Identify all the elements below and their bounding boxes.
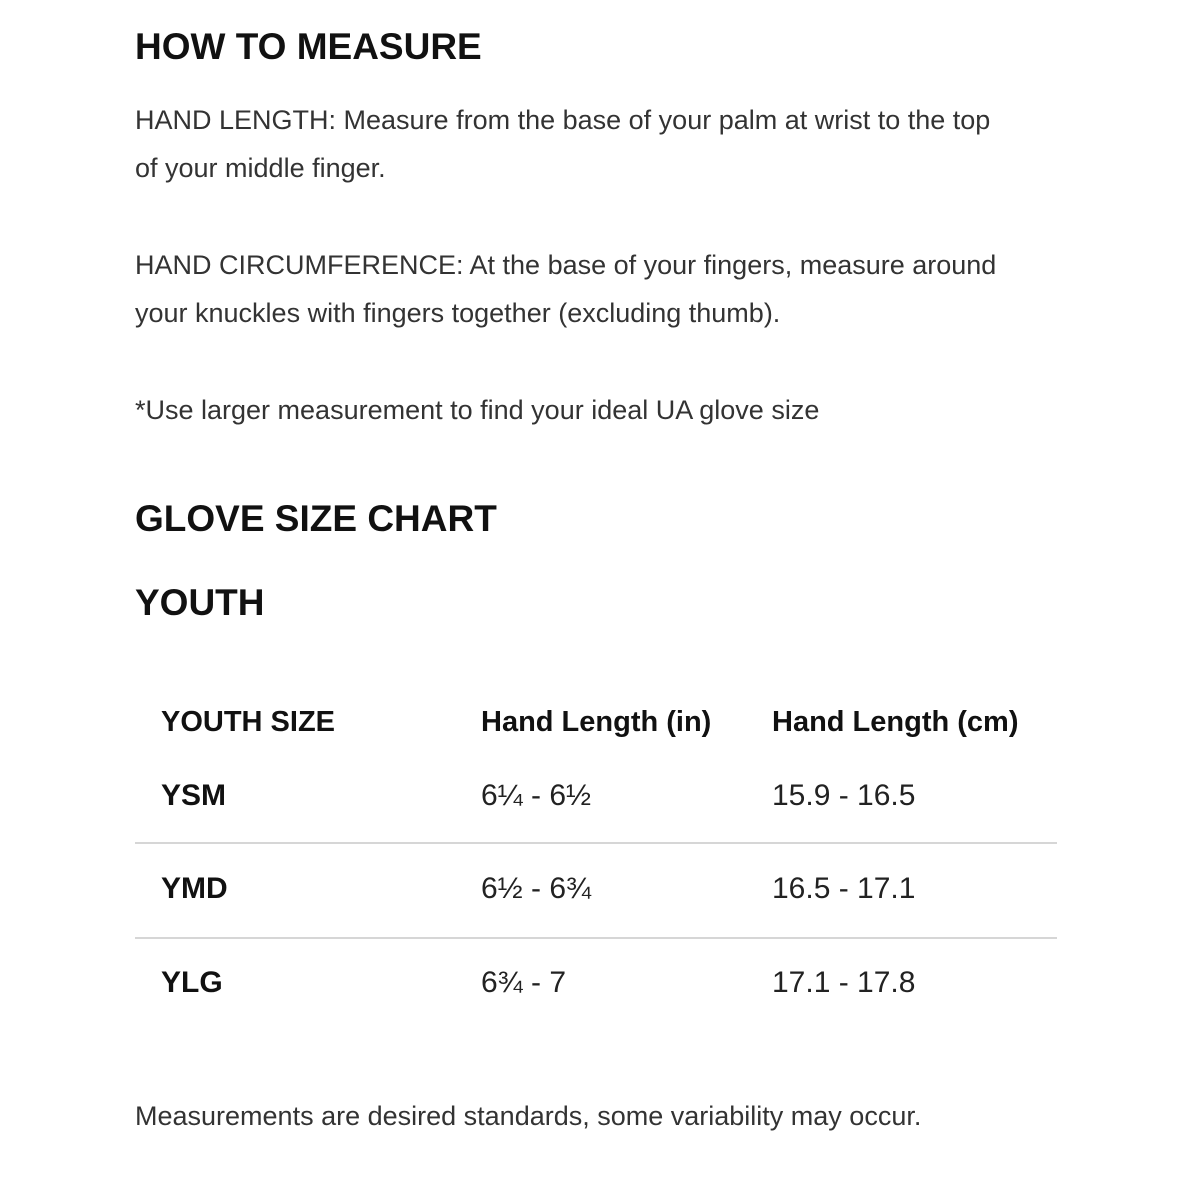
- measurement-note: *Use larger measurement to find your ideal UA glove size: [135, 395, 820, 425]
- footer-disclaimer: Measurements are desired standards, some variability may occur.: [135, 1101, 922, 1131]
- text-line: of your middle finger.: [135, 153, 386, 183]
- header-youth-size: YOUTH SIZE: [161, 706, 336, 738]
- row-size: YSM: [161, 779, 227, 812]
- row-size: YMD: [161, 872, 228, 905]
- row-length-in: 6¾ - 7: [481, 966, 567, 999]
- glove-size-chart-heading: GLOVE SIZE CHART: [135, 498, 497, 539]
- row-length-in: 6¼ - 6½: [481, 779, 592, 812]
- row-divider: [135, 937, 1057, 939]
- youth-heading: YOUTH: [135, 582, 265, 623]
- hand-length-instructions: [135, 96, 990, 192]
- row-length-in: 6½ - 6¾: [481, 872, 592, 905]
- text-line: HAND CIRCUMFERENCE: At the base of your fingers, measure around: [135, 250, 997, 280]
- row-size: YLG: [161, 966, 223, 999]
- text-line: HAND LENGTH: Measure from the base of your palm at wrist to the top: [135, 105, 991, 135]
- hand-circumference-instructions: [135, 241, 996, 337]
- row-length-cm: 16.5 - 17.1: [772, 872, 916, 905]
- header-hand-length-cm: Hand Length (cm): [772, 706, 1019, 738]
- header-hand-length-in: Hand Length (in): [481, 706, 712, 738]
- how-to-measure-heading: HOW TO MEASURE: [135, 26, 482, 67]
- text-line: your knuckles with fingers together (excluding thumb).: [135, 298, 781, 328]
- row-divider: [135, 842, 1057, 844]
- row-length-cm: 17.1 - 17.8: [772, 966, 916, 999]
- row-length-cm: 15.9 - 16.5: [772, 779, 916, 812]
